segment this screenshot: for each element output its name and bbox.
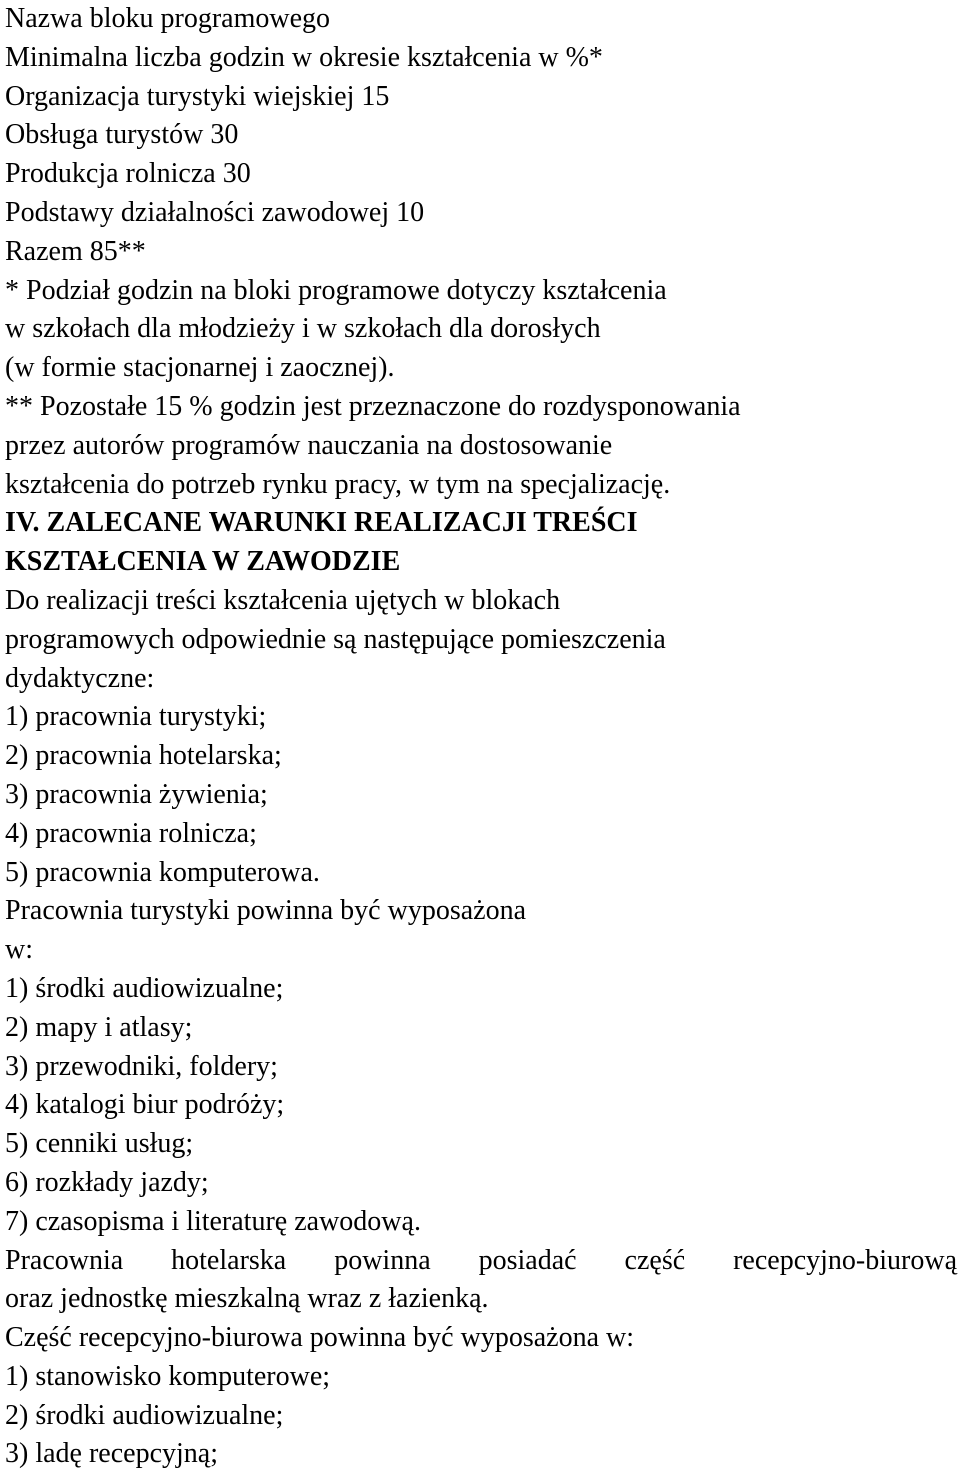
reception-equipment — [5, 1319, 957, 1474]
list-item: 1) pracownia turystyki; — [5, 701, 267, 733]
footnote-hours-division — [5, 272, 957, 388]
table-row: Obsługa turystów 30 — [5, 119, 239, 151]
paragraph-line: programowych odpowiednie są następujące pomieszczenia — [5, 623, 666, 655]
table-header-name: Nazwa bloku programowego — [5, 3, 331, 34]
table-row: Organizacja turystyki wiejskiej 15 — [5, 80, 390, 112]
footnote-line: kształcenia do potrzeb rynku pracy, w tym na specjalizację. — [5, 468, 671, 500]
table-row: Podstawy działalności zawodowej 10 — [5, 196, 425, 228]
word: powinna — [334, 1244, 431, 1276]
list-item: 4) pracownia rolnicza; — [5, 817, 257, 849]
table-row: Produkcja rolnicza 30 — [5, 158, 251, 190]
list-item: 5) cenniki usług; — [5, 1128, 194, 1160]
hours-table — [5, 0, 957, 272]
list-item: 6) rozkłady jazdy; — [5, 1166, 209, 1198]
list-item: 2) środki audiowizualne; — [5, 1399, 284, 1431]
word: recepcyjno-biurową — [733, 1244, 957, 1276]
paragraph-line: Do realizacji treści kształcenia ujętych w blokach — [5, 584, 561, 616]
word: hotelarska — [171, 1244, 287, 1276]
table-header-hours: Minimalna liczba godzin w okresie kształcenia w %* — [5, 41, 603, 73]
footnote-line: ** Pozostałe 15 % godzin jest przeznaczone do rozdysponowania — [5, 390, 741, 422]
table-total-row: Razem 85** — [5, 235, 146, 267]
list-item: 3) ladę recepcyjną; — [5, 1438, 218, 1470]
rooms-list — [5, 698, 957, 892]
footnote-line: przez autorów programów nauczania na dostosowanie — [5, 429, 613, 461]
section-heading-line: IV. ZALECANE WARUNKI REALIZACJI TREŚCI — [5, 507, 638, 539]
hotel-lab-paragraph — [5, 1242, 957, 1320]
list-item: 1) środki audiowizualne; — [5, 972, 284, 1004]
word: posiadać — [478, 1244, 577, 1276]
document-page — [5, 0, 957, 1474]
paragraph-line: oraz jednostkę mieszkalną wraz z łazienką. — [5, 1283, 489, 1315]
list-item: 2) mapy i atlasy; — [5, 1011, 193, 1043]
list-item: 4) katalogi biur podróży; — [5, 1089, 285, 1121]
word: część — [624, 1244, 686, 1276]
footnote-line: (w formie stacjonarnej i zaocznej). — [5, 352, 395, 384]
paragraph-line: dydaktyczne: — [5, 662, 155, 694]
footnote-remaining-hours — [5, 388, 957, 504]
list-item: 1) stanowisko komputerowe; — [5, 1360, 331, 1392]
list-item: 3) przewodniki, foldery; — [5, 1050, 278, 1082]
tourism-lab-equipment — [5, 892, 957, 1241]
section-heading — [5, 504, 957, 582]
section-heading-line: KSZTAŁCENIA W ZAWODZIE — [5, 546, 401, 578]
justified-line — [5, 1242, 957, 1281]
word: Pracownia — [5, 1244, 124, 1276]
list-item: 2) pracownia hotelarska; — [5, 740, 282, 772]
list-item: 5) pracownia komputerowa. — [5, 856, 320, 888]
footnote-line: * Podział godzin na bloki programowe dotyczy kształcenia — [5, 274, 667, 306]
paragraph-line: Część recepcyjno-biurowa powinna być wyposażona w: — [5, 1322, 635, 1354]
intro-paragraph — [5, 582, 957, 698]
list-item: 7) czasopisma i literaturę zawodową. — [5, 1205, 421, 1237]
list-item: 3) pracownia żywienia; — [5, 778, 268, 810]
footnote-line: w szkołach dla młodzieży i w szkołach dla dorosłych — [5, 313, 601, 345]
paragraph-line: Pracownia turystyki powinna być wyposażona — [5, 895, 526, 927]
paragraph-line: w: — [5, 934, 33, 966]
